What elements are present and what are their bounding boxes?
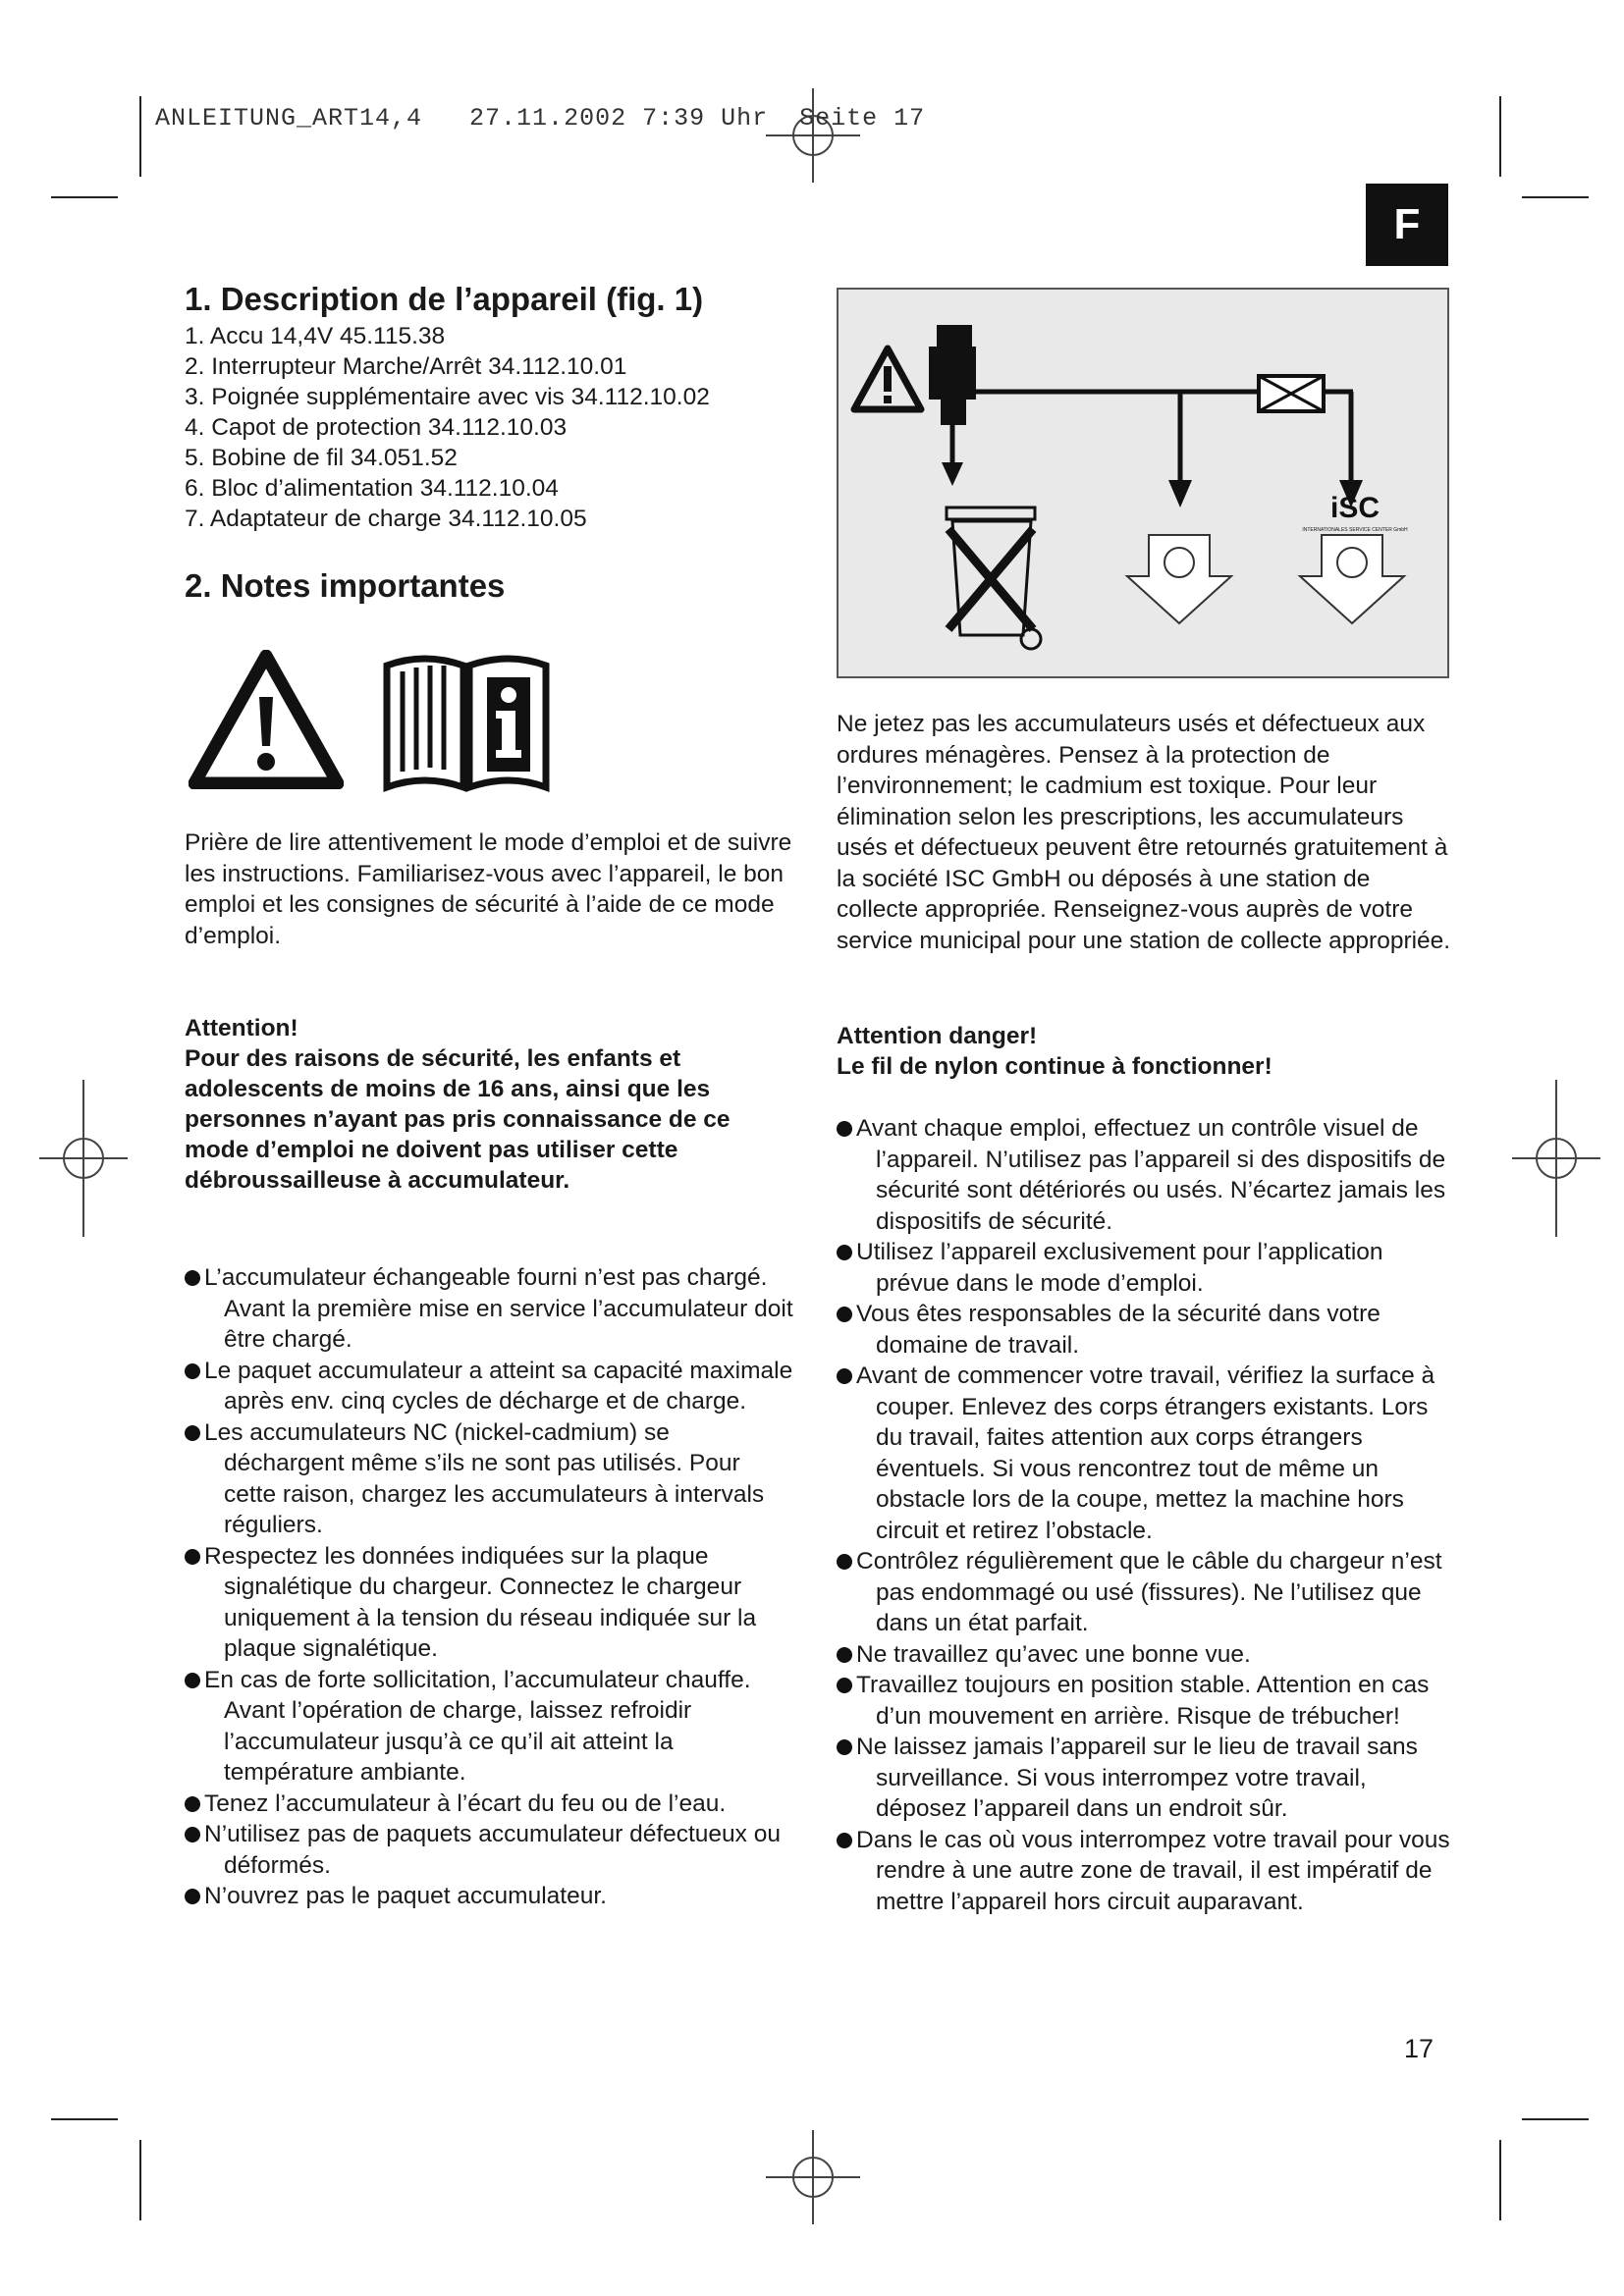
crop-mark — [1522, 2118, 1589, 2120]
list-item: Dans le cas où vous interrompez votre travail pour vous rendre à une autre zone de travail, il est impératif de mettre l’appareil hors circuit auparavant. — [837, 1825, 1455, 1918]
list-item: Ne laissez jamais l’appareil sur le lieu de travail sans surveillance. Si vous interrompez votre travail, déposez l’appareil dans un endroit sûr. — [837, 1732, 1455, 1825]
list-item: 5. Bobine de fil 34.051.52 — [185, 445, 458, 471]
bullet-icon — [837, 1307, 852, 1322]
list-item: L’accumulateur échangeable fourni n’est pas chargé. Avant la première mise en service l’accumulateur doit être chargé. — [185, 1262, 795, 1356]
list-item: Vous êtes responsables de la sécurité dans votre domaine de travail. — [837, 1299, 1455, 1361]
list-item: 1. Accu 14,4V 45.115.38 — [185, 323, 446, 349]
attention-label: Attention! — [185, 1015, 298, 1041]
crop-mark — [139, 2140, 141, 2220]
crop-mark — [1499, 2140, 1501, 2220]
section-title: 2. Notes importantes — [185, 567, 506, 604]
section-title: 1. Description de l’appareil (fig. 1) — [185, 281, 704, 317]
crop-mark — [1522, 196, 1589, 198]
bullet-icon — [837, 1368, 852, 1384]
intro-paragraph: Prière de lire attentivement le mode d’emploi et de suivre les instructions. Familiarisez-vous avec l’appareil, le bon emploi et les consignes de sécurité à l’aide de ce mode d’emploi. — [185, 829, 792, 949]
warning-triangle-icon — [189, 650, 344, 789]
bullet-icon — [837, 1647, 852, 1663]
safety-list — [185, 1262, 795, 1912]
list-item: Avant de commencer votre travail, vérifiez la surface à couper. Enlevez des corps étrangers existants. Lors du travail, faites attention aux corps étrangers éventuels. Si vous rencontrez tout de même un obstacle lors de la coupe, mettez la machine hors circuit et retirez l’obstacle. — [837, 1361, 1455, 1546]
print-slug: ANLEITUNG_ART14,4 27.11.2002 7:39 Uhr Seite 17 — [155, 104, 926, 133]
list-item: Travaillez toujours en position stable. Attention en cas d’un mouvement en arrière. Risque de trébucher! — [837, 1670, 1455, 1732]
list-item: Avant chaque emploi, effectuez un contrôle visuel de l’appareil. N’utilisez pas l’appareil si des dispositifs de sécurité sont détériorés ou usés. N’écartez jamais les dispositifs de sécurité. — [837, 1113, 1455, 1237]
list-item: Respectez les données indiquées sur la plaque signalétique du chargeur. Connectez le chargeur uniquement à la tension du réseau indiquée sur la plaque signalétique. — [185, 1541, 795, 1665]
bullet-icon — [185, 1270, 200, 1286]
read-manual-icon — [381, 648, 552, 793]
list-item: 3. Poignée supplémentaire avec vis 34.112.10.02 — [185, 384, 710, 410]
list-item: Les accumulateurs NC (nickel-cadmium) se déchargent même s’ils ne sont pas utilisés. Pour cette raison, chargez les accumulateurs à intervals réguliers. — [185, 1417, 795, 1541]
disposal-diagram — [839, 290, 1447, 676]
isc-logo: iSC — [1329, 492, 1380, 524]
danger-text: Le fil de nylon continue à fonctionner! — [837, 1053, 1272, 1080]
list-item: 2. Interrupteur Marche/Arrêt 34.112.10.01 — [185, 353, 627, 380]
disposal-figure — [837, 288, 1449, 678]
crop-mark — [139, 96, 141, 177]
list-item: Utilisez l’appareil exclusivement pour l’application prévue dans le mode d’emploi. — [837, 1237, 1455, 1299]
list-item: Contrôlez régulièrement que le câble du chargeur n’est pas endommagé ou usé (fissures). Ne l’utilisez que dans un état parfait. — [837, 1546, 1455, 1639]
danger-label: Attention danger! — [837, 1023, 1038, 1049]
safety-list-right — [837, 1113, 1455, 1917]
list-item: Tenez l’accumulateur à l’écart du feu ou de l’eau. — [185, 1789, 795, 1820]
crop-mark — [51, 196, 118, 198]
bullet-icon — [185, 1827, 200, 1842]
bullet-icon — [837, 1739, 852, 1755]
bullet-icon — [837, 1245, 852, 1260]
list-item: N’utilisez pas de paquets accumulateur défectueux ou déformés. — [185, 1819, 795, 1881]
bullet-icon — [185, 1425, 200, 1441]
bullet-icon — [185, 1796, 200, 1812]
bullet-icon — [185, 1673, 200, 1688]
disposal-paragraph: Ne jetez pas les accumulateurs usés et défectueux aux ordures ménagères. Pensez à la protection de l’environnement; le cadmium est toxique. Pour leur élimination selon les prescriptions, les accumulateurs usés et défectueux peuvent être retournés gratuitement à la société ISC GmbH ou déposés à une station de collecte appropriée. Renseignez-vous auprès de votre service municipal pour une station de collecte appropriée. — [837, 711, 1451, 954]
bullet-icon — [837, 1121, 852, 1137]
bullet-icon — [185, 1363, 200, 1379]
list-item: N’ouvrez pas le paquet accumulateur. — [185, 1881, 795, 1912]
bullet-icon — [837, 1833, 852, 1848]
list-item: 7. Adaptateur de charge 34.112.10.05 — [185, 506, 587, 532]
list-item: En cas de forte sollicitation, l’accumulateur chauffe. Avant l’opération de charge, laissez refroidir l’accumulateur jusqu’à ce qu’il ait atteint la température ambiante. — [185, 1665, 795, 1789]
isc-logo-subtitle: INTERNATIONALES SERVICE CENTER GmbH — [1302, 527, 1408, 533]
bullet-icon — [837, 1678, 852, 1693]
list-item: 6. Bloc d’alimentation 34.112.10.04 — [185, 475, 559, 502]
registration-mark-icon — [766, 88, 860, 183]
bullet-icon — [837, 1554, 852, 1570]
registration-mark-icon — [766, 2130, 860, 2224]
list-item: Le paquet accumulateur a atteint sa capacité maximale après env. cinq cycles de décharge et de charge. — [185, 1356, 795, 1417]
page-number: 17 — [1404, 2034, 1435, 2063]
language-tab: F — [1366, 184, 1448, 266]
list-item: Ne travaillez qu’avec une bonne vue. — [837, 1639, 1455, 1671]
bullet-icon — [185, 1549, 200, 1565]
crop-mark — [51, 2118, 118, 2120]
attention-text: Pour des raisons de sécurité, les enfants et adolescents de moins de 16 ans, ainsi que les personnes n’ayant pas pris connaissance de ce mode d’emploi ne doivent pas utiliser cette débroussailleuse à accumulateur. — [185, 1045, 731, 1194]
crop-mark — [1499, 96, 1501, 177]
list-item: 4. Capot de protection 34.112.10.03 — [185, 414, 568, 441]
registration-mark-icon — [39, 1080, 128, 1237]
registration-mark-icon — [1512, 1080, 1600, 1237]
parts-list — [185, 321, 710, 534]
bullet-icon — [185, 1889, 200, 1904]
